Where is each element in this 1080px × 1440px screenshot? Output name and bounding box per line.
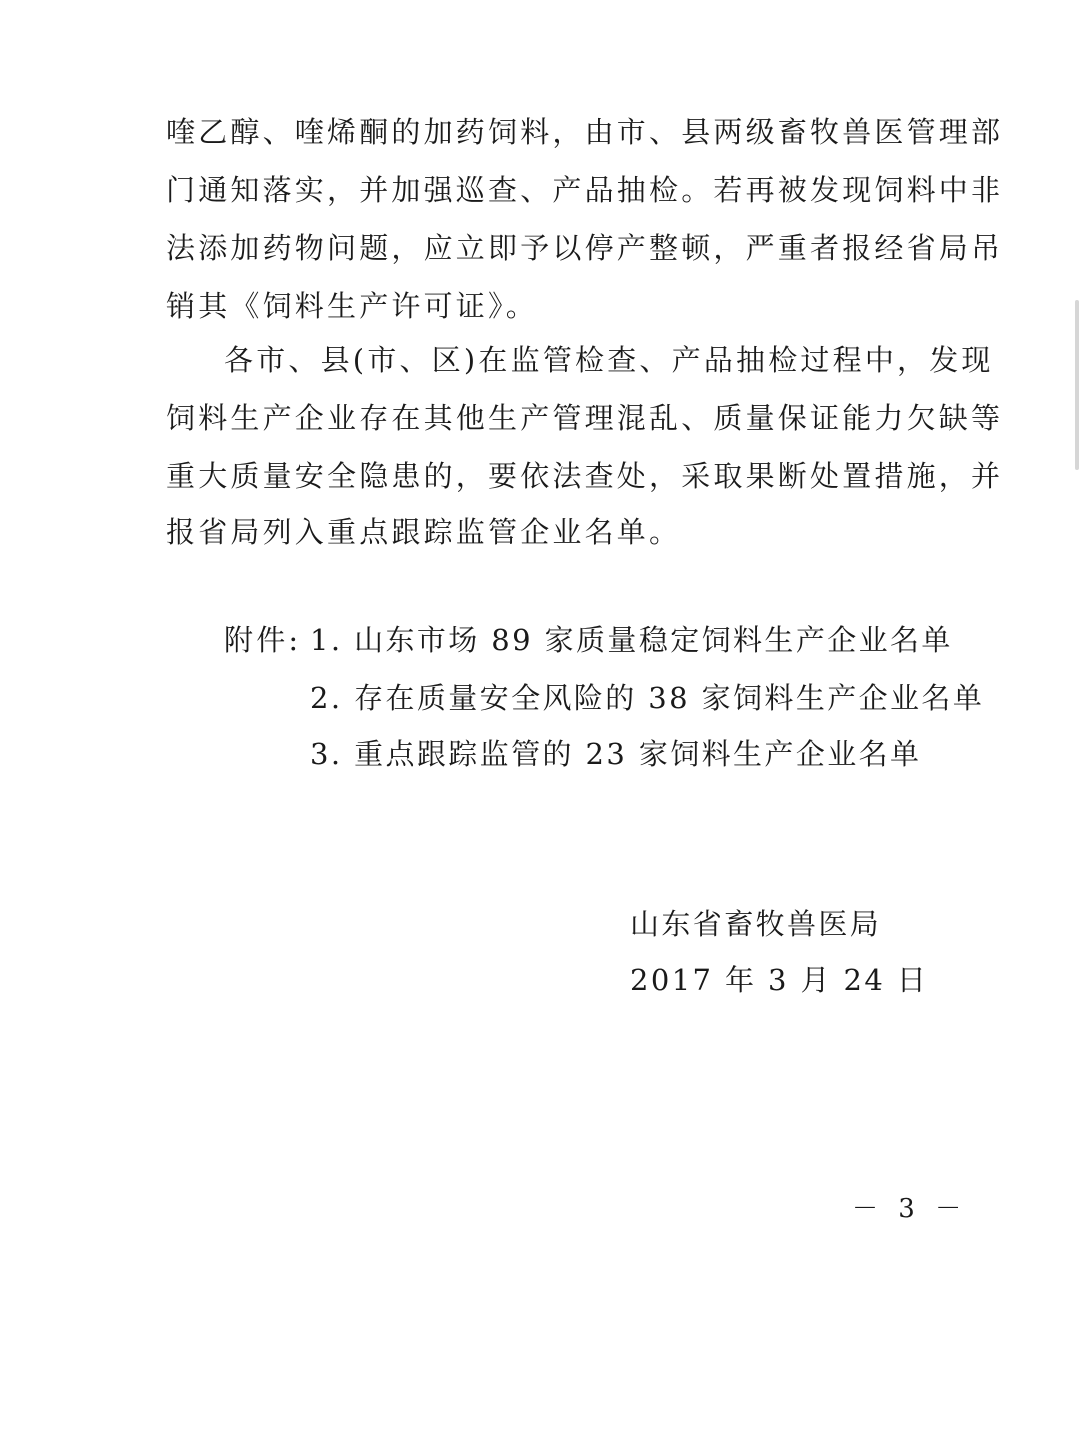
issue-date: 2017 年 3 月 24 日 (630, 963, 929, 997)
paragraph1-line-2: 门通知落实，并加强巡查、产品抽检。若再被发现饲料中非 (166, 173, 1004, 207)
attachment-item-3: 3. 重点跟踪监管的 23 家饲料生产企业名单 (310, 737, 922, 771)
paragraph2-line-4: 报省局列入重点跟踪监管企业名单。 (166, 515, 682, 549)
attachment-item-1: 1. 山东市场 89 家质量稳定饲料生产企业名单 (310, 623, 953, 657)
paragraph1-line-3: 法添加药物问题，应立即予以停产整顿，严重者报经省局吊 (166, 231, 1004, 265)
paragraph2-line-3: 重大质量安全隐患的，要依法查处，采取果断处置措施，并 (166, 459, 1004, 493)
attachments-label: 附件: (224, 623, 302, 657)
scrollbar-thumb[interactable] (1075, 300, 1079, 470)
attachment-item-2: 2. 存在质量安全风险的 38 家饲料生产企业名单 (310, 681, 985, 715)
paragraph1-line-1: 喹乙醇、喹烯酮的加药饲料，由市、县两级畜牧兽医管理部 (166, 115, 1004, 149)
paragraph2-line-1: 各市、县(市、区)在监管检查、产品抽检过程中，发现 (224, 343, 994, 377)
page-number: － 3 － (852, 1194, 968, 1224)
issuer-name: 山东省畜牧兽医局 (630, 907, 882, 941)
paragraph2-line-2: 饲料生产企业存在其他生产管理混乱、质量保证能力欠缺等 (166, 401, 1004, 435)
paragraph1-line-4: 销其《饲料生产许可证》。 (166, 289, 538, 323)
